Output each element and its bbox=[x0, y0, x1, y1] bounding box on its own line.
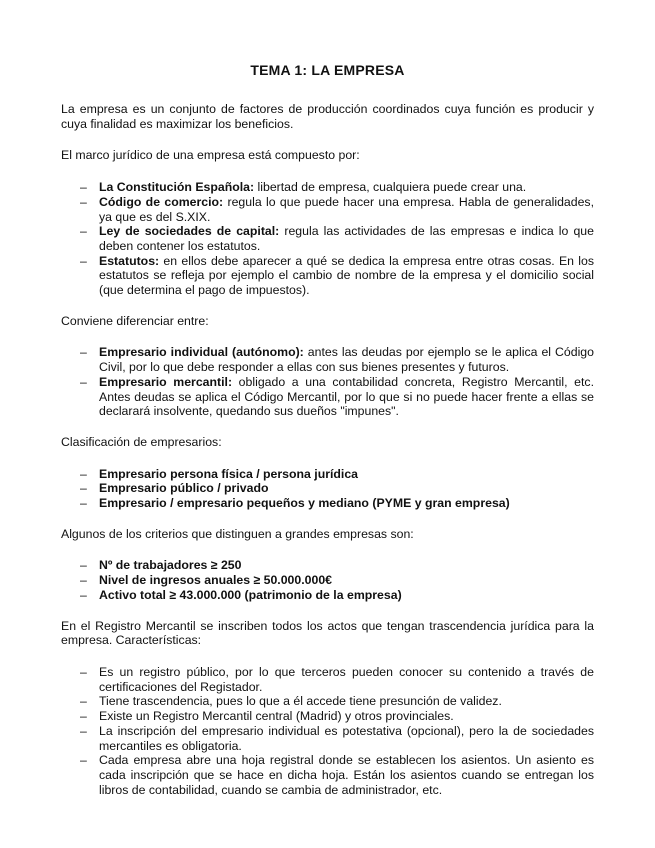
list-item-text: Activo total ≥ 43.000.000 (patrimonio de la empresa) bbox=[99, 587, 402, 602]
list-item bbox=[61, 753, 594, 797]
list-item bbox=[61, 694, 594, 709]
clasificacion-list bbox=[61, 467, 594, 511]
list-item-term: La Constitución Española: bbox=[99, 180, 255, 195]
bullet-dash: – bbox=[80, 723, 87, 738]
list-item-term: Empresario mercantil: bbox=[99, 374, 233, 389]
list-item-text: regula las actividades de las empresas e indica lo que deben contener los estatutos. bbox=[99, 224, 594, 253]
list-item-text: antes las deudas por ejemplo se le aplica el Código Civil, por lo que debe responder a ellas con sus bienes presentes y futuros. bbox=[99, 345, 594, 375]
registro-intro: En el Registro Mercantil se inscriben todos los actos que tengan trascendencia jurídica para la empresa. Características: bbox=[61, 618, 594, 648]
list-item-text: obligado a una contabilidad concreta, Registro Mercantil, etc. Antes deudas se aplica el Código Mercantil, por lo que si no puede hacer frente a ellas se declarará insolvente, quedando sus dueños "impunes". bbox=[99, 374, 594, 419]
registro-list bbox=[61, 665, 594, 797]
list-item bbox=[61, 195, 594, 224]
bullet-dash: – bbox=[80, 466, 87, 481]
diferenciar-intro: Conviene diferenciar entre: bbox=[61, 313, 209, 328]
list-item bbox=[61, 467, 594, 482]
bullet-dash: – bbox=[80, 253, 87, 268]
list-item bbox=[61, 375, 594, 419]
list-item-term: Empresario individual (autónomo): bbox=[99, 345, 304, 360]
list-item bbox=[61, 180, 594, 195]
bullet-dash: – bbox=[80, 194, 87, 209]
bullet-dash: – bbox=[80, 694, 87, 709]
list-item-text: libertad de empresa, cualquiera puede crear una. bbox=[254, 180, 527, 195]
list-item-text: Tiene trascendencia, pues lo que a él accede tiene presunción de validez. bbox=[99, 694, 502, 709]
criterios-list bbox=[61, 558, 594, 602]
list-item bbox=[61, 254, 594, 298]
list-item-text: Cada empresa abre una hoja registral donde se establecen los asientos. Un asiento es cada inscripción que se hace en dicha hoja. Están los asientos cuando se entregan los libros de contabilidad, cuando se cambia de administrador, etc. bbox=[99, 753, 594, 797]
document-page bbox=[61, 62, 594, 813]
list-item-text: Nº de trabajadores ≥ 250 bbox=[99, 558, 242, 573]
list-item-text: regula lo que puede hacer una empresa. Habla de generalidades, ya que es del S.XIX. bbox=[99, 194, 594, 224]
list-item-text: Empresario persona física / persona jurídica bbox=[99, 466, 359, 481]
list-item bbox=[61, 665, 594, 694]
intro-paragraph: La empresa es un conjunto de factores de producción coordinados cuya función es producir y cuya finalidad es maximizar los beneficios. bbox=[61, 102, 594, 131]
marco-intro: El marco jurídico de una empresa está compuesto por: bbox=[61, 148, 360, 163]
bullet-dash: – bbox=[80, 345, 87, 360]
list-item-term: Ley de sociedades de capital: bbox=[99, 224, 280, 239]
marco-list bbox=[61, 180, 594, 298]
bullet-dash: – bbox=[80, 481, 87, 496]
list-item bbox=[61, 345, 594, 374]
list-item bbox=[61, 224, 594, 253]
list-item bbox=[61, 588, 594, 603]
list-item-text: Empresario / empresario pequeños y mediano (PYME y gran empresa) bbox=[99, 496, 510, 511]
criterios-intro: Algunos de los criterios que distinguen a grandes empresas son: bbox=[61, 526, 414, 541]
bullet-dash: – bbox=[80, 709, 87, 724]
list-item-text: La inscripción del empresario individual es potestativa (opcional), pero la de sociedades mercantiles es obligatoria. bbox=[99, 723, 594, 753]
bullet-dash: – bbox=[80, 587, 87, 602]
list-item-text: Es un registro público, por lo que terceros pueden conocer su contenido a través de certificaciones del Registador. bbox=[99, 664, 594, 694]
bullet-dash: – bbox=[80, 496, 87, 511]
list-item-term: Estatutos: bbox=[99, 253, 160, 268]
list-item-term: Código de comercio: bbox=[99, 194, 224, 209]
list-item-text: Empresario público / privado bbox=[99, 481, 269, 496]
bullet-dash: – bbox=[80, 180, 87, 195]
clasificacion-intro: Clasificación de empresarios: bbox=[61, 434, 222, 449]
bullet-dash: – bbox=[80, 374, 87, 389]
bullet-dash: – bbox=[80, 753, 87, 768]
list-item bbox=[61, 481, 594, 496]
bullet-dash: – bbox=[80, 558, 87, 573]
list-item bbox=[61, 496, 594, 511]
list-item bbox=[61, 724, 594, 753]
bullet-dash: – bbox=[80, 664, 87, 679]
bullet-dash: – bbox=[80, 224, 87, 239]
list-item bbox=[61, 573, 594, 588]
list-item-text: Existe un Registro Mercantil central (Madrid) y otros provinciales. bbox=[99, 709, 454, 724]
bullet-dash: – bbox=[80, 573, 87, 588]
diferenciar-list bbox=[61, 345, 594, 419]
list-item-text: Nivel de ingresos anuales ≥ 50.000.000€ bbox=[99, 573, 333, 588]
list-item-text: en ellos debe aparecer a qué se dedica la empresa entre otras cosas. En los estatutos se refleja por ejemplo el cambio de nombre de la empresa y el domicilio social (que determina el pago de impuestos). bbox=[99, 253, 594, 298]
document-title: TEMA 1: LA EMPRESA bbox=[250, 62, 405, 78]
list-item bbox=[61, 558, 594, 573]
list-item bbox=[61, 709, 594, 724]
